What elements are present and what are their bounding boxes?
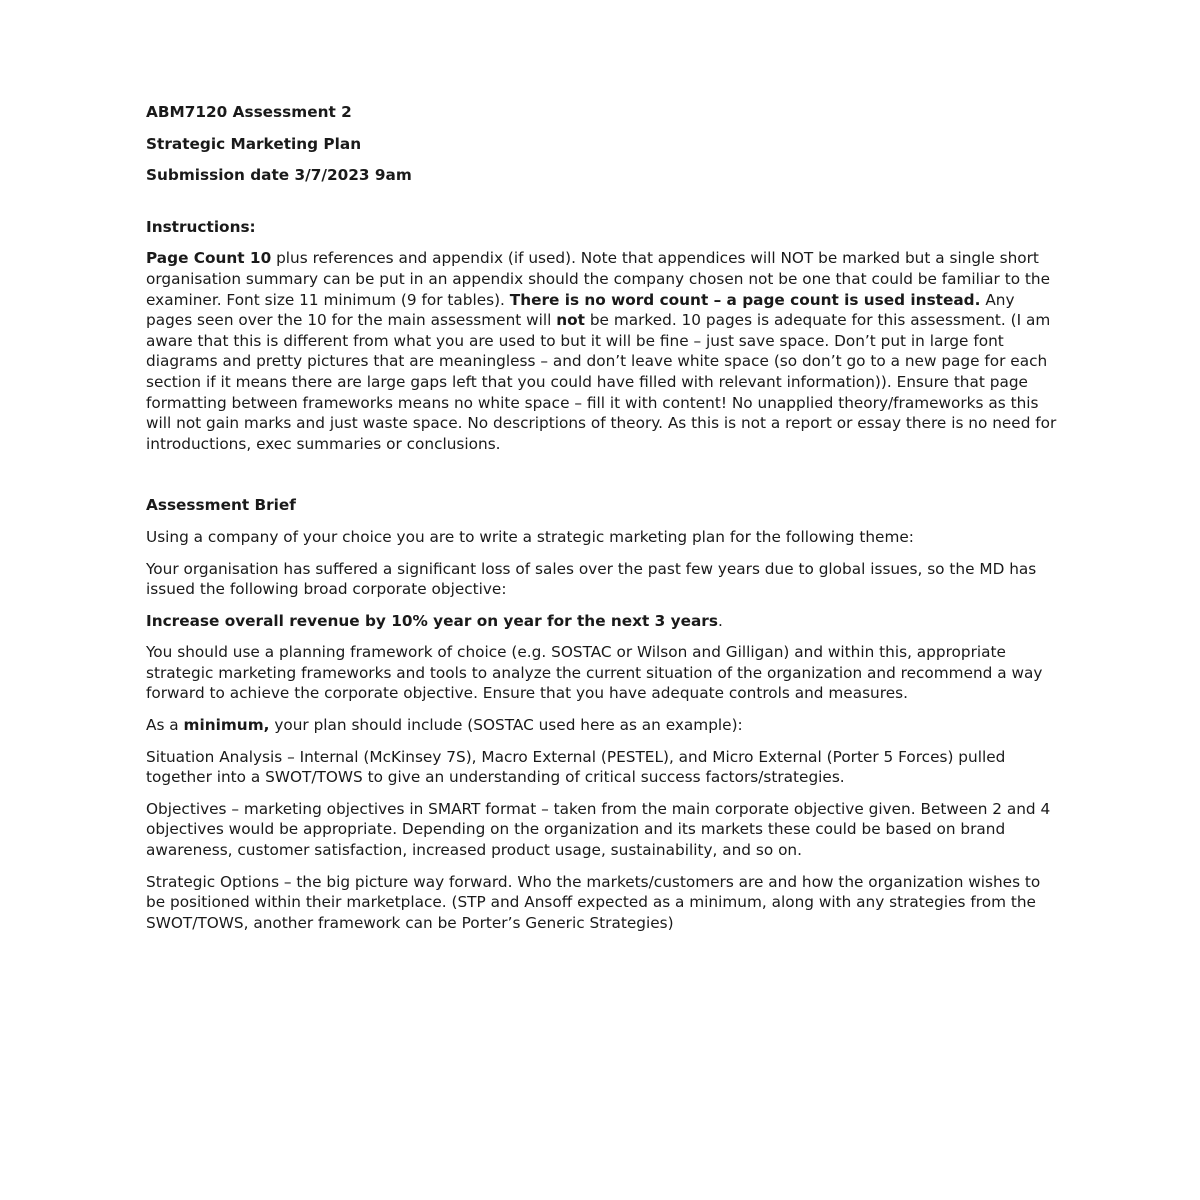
corporate-objective	[146, 611, 1058, 632]
not-emphasis: not	[556, 311, 585, 330]
brief-intro: Using a company of your choice you are to write a strategic marketing plan for the following theme:	[146, 527, 914, 546]
page-count-emphasis: Page Count 10	[146, 249, 272, 268]
corporate-objective-end: .	[717, 611, 723, 630]
word-count-emphasis: There is no word count – a page count is used instead.	[509, 290, 981, 309]
minimum-post: your plan should include (SOSTAC used here as an example):	[269, 716, 743, 735]
instructions-paragraph	[146, 248, 1058, 454]
instructions-text-2: Any pages seen over the 10 for the main assessment will	[146, 290, 1015, 330]
minimum-emphasis: minimum,	[183, 716, 270, 735]
document-title: Strategic Marketing Plan	[146, 134, 362, 153]
minimum-pre: As a	[146, 716, 184, 735]
course-code-heading: ABM7120 Assessment 2	[146, 103, 352, 121]
instructions-text-1: plus references and appendix (if used). Note that appendices will NOT be marked but a single short organisation summary can be put in an appendix should the company chosen not be one that could be familiar to the examiner. Font size 11 minimum (9 for tables).	[146, 249, 1051, 309]
brief-framework: You should use a planning framework of choice (e.g. SOSTAC or Wilson and Gilligan) and within this, appropriate strategic marketing frameworks and tools to analyze the current situation of the organization and recommend a way forward to achieve the corporate objective. Ensure that you have adequate controls and measures.	[146, 643, 1043, 703]
spacer	[146, 197, 1058, 217]
corporate-objective-text: Increase overall revenue by 10% year on year for the next 3 years	[146, 611, 718, 630]
strategic-options: Strategic Options – the big picture way forward. Who the markets/customers are and how the organization wishes to be positioned within their marketplace. (STP and Ansoff expected as a minimum, along with any strategies from the SWOT/TOWS, another framework can be Porter’s Generic Strategies)	[146, 872, 1041, 932]
instructions-heading: Instructions:	[146, 217, 256, 236]
brief-context: Your organisation has suffered a significant loss of sales over the past few years due to global issues, so the MD has issued the following broad corporate objective:	[146, 559, 1037, 599]
brief-minimum	[146, 715, 1058, 736]
objectives-section: Objectives – marketing objectives in SMART format – taken from the main corporate objective given. Between 2 and 4 objectives would be appropriate. Depending on the organization and its markets these could be based on brand awareness, customer satisfaction, increased product usage, sustainability, and so on.	[146, 799, 1051, 860]
situation-analysis: Situation Analysis – Internal (McKinsey 7S), Macro External (PESTEL), and Micro External (Porter 5 Forces) pulled together into a SWOT/TOWS to give an understanding of critical success factors/strategies.	[146, 747, 1006, 787]
spacer	[146, 465, 1058, 495]
brief-heading: Assessment Brief	[146, 496, 296, 515]
submission-date: Submission date 3/7/2023 9am	[146, 166, 412, 185]
instructions-text-3: be marked. 10 pages is adequate for this assessment. (I am aware that this is different from what you are used to but it will be fine – just save space. Don’t put in large font diagrams and pretty pictures that are meaningless – and don’t leave white space (so don’t go to a new page for each section if it means there are large gaps left that you could have filled with relevant information)). Ensure that page formatting between frameworks means no white space – fill it with content! No unapplied theory/frameworks as this will not gain marks and just waste space. No descriptions of theory. As this is not a report or essay there is no need for introductions, exec summaries or conclusions.	[146, 311, 1057, 453]
document-body	[146, 102, 1058, 944]
